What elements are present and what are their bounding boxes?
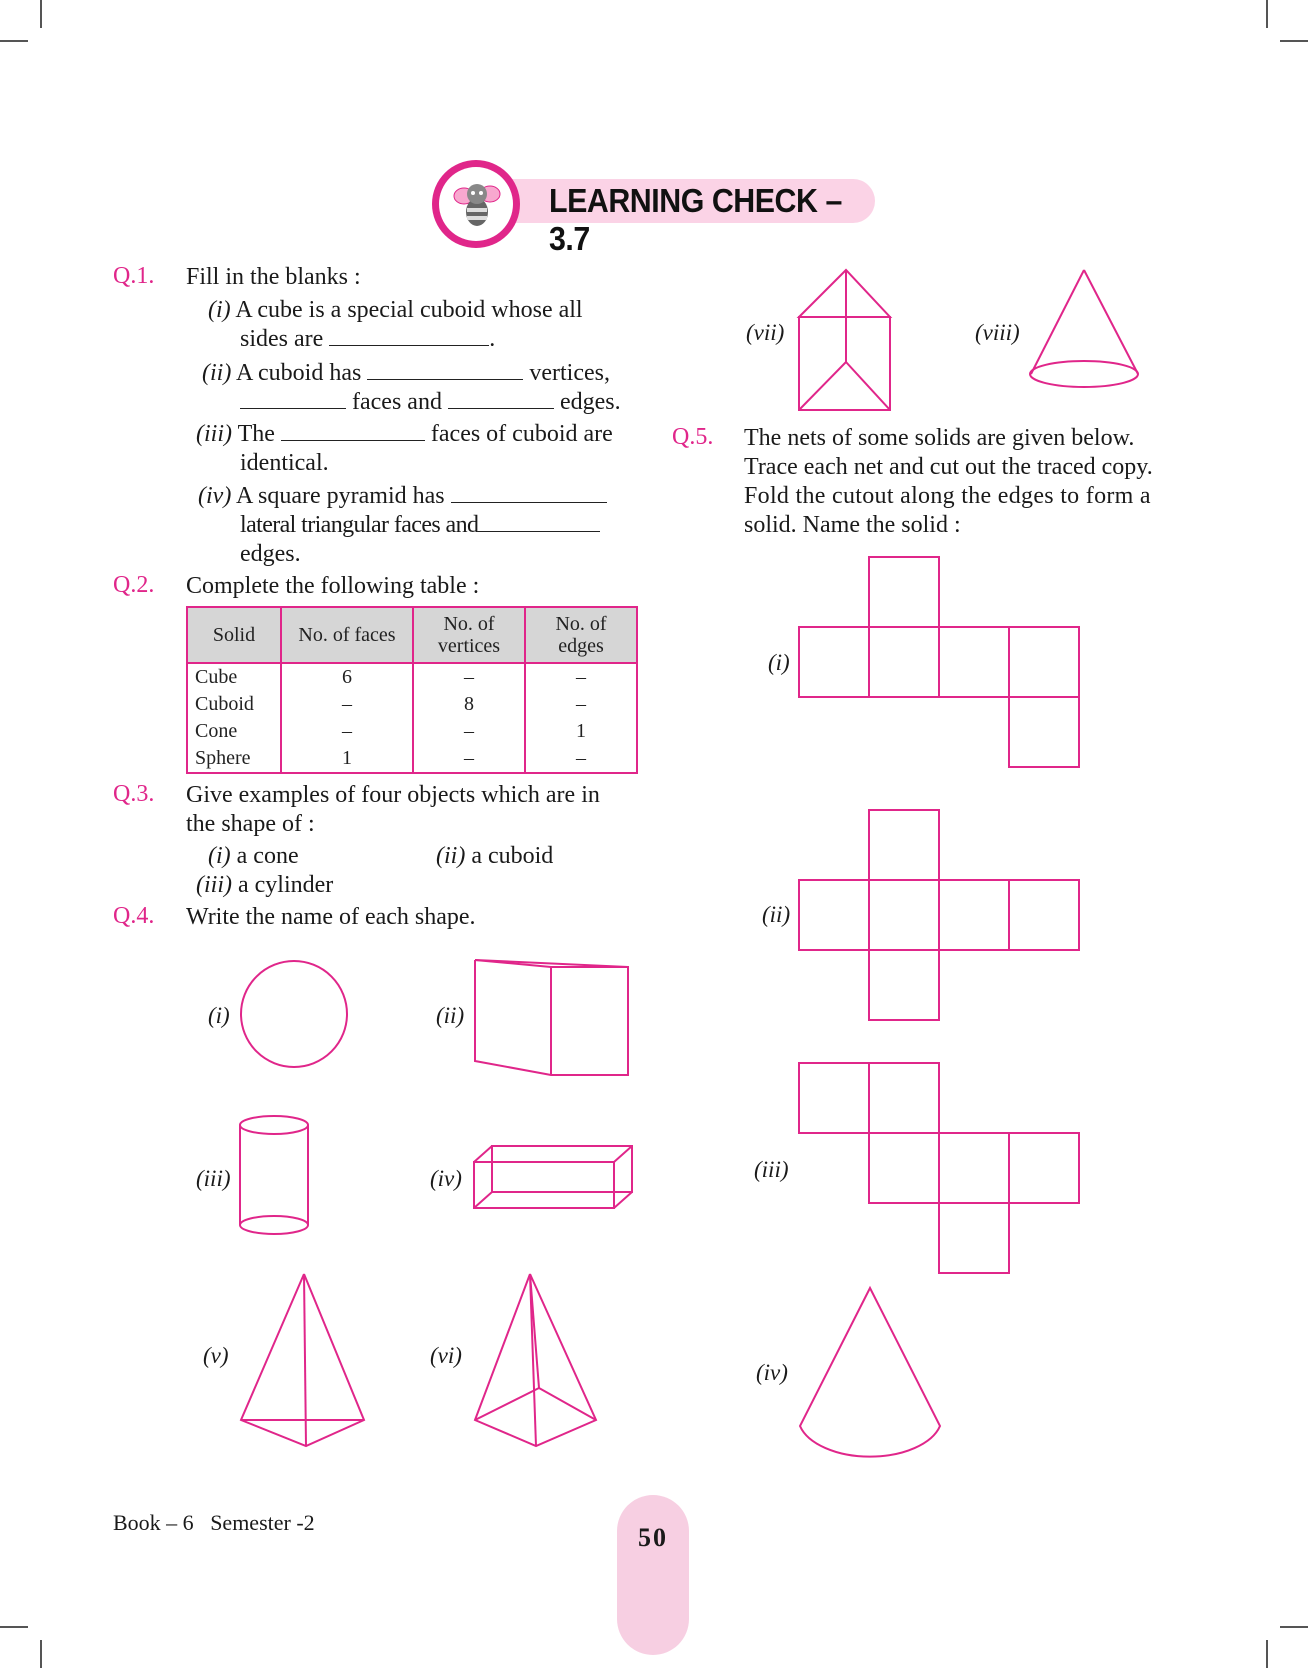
shape-label: (v) — [203, 1343, 229, 1368]
crop-mark — [1266, 0, 1268, 28]
net-label: (iv) — [756, 1360, 788, 1385]
blank-item — [202, 359, 610, 388]
shape-label: (ii) — [436, 1003, 465, 1028]
crop-mark — [0, 1626, 28, 1628]
question-text: Fold the cutout along the edges to form a — [744, 483, 1151, 509]
cube-net-1 — [798, 555, 1083, 770]
table-cell[interactable]: – — [413, 718, 525, 745]
triangular-pyramid-shape — [470, 1270, 600, 1450]
blank-item — [208, 296, 638, 325]
blank-item — [240, 540, 301, 569]
table-cell: Cuboid — [187, 691, 281, 718]
solids-table — [186, 606, 638, 774]
shape-label: (vii) — [746, 320, 785, 345]
cylinder-shape — [238, 1115, 313, 1235]
answer-blank[interactable] — [240, 390, 346, 409]
answer-blank[interactable] — [451, 484, 607, 503]
item-text: edges. — [559, 389, 621, 415]
question-number: Q.2. — [113, 572, 155, 598]
item-text: A cube is a special cuboid whose all — [235, 297, 583, 323]
answer-blank[interactable] — [281, 422, 425, 441]
table-row — [187, 745, 637, 773]
item-text: edges. — [240, 541, 301, 567]
table-cell[interactable]: 1 — [281, 745, 413, 773]
blank-item — [240, 449, 329, 478]
item-number: (ii) — [202, 360, 232, 386]
blank-item — [240, 511, 600, 540]
table-cell[interactable]: – — [413, 663, 525, 691]
question-text: Write the name of each shape. — [186, 904, 476, 930]
sphere-shape — [240, 960, 350, 1070]
item-number: (iii) — [196, 421, 232, 447]
cuboid-shape — [470, 1142, 635, 1212]
net-label: (iii) — [754, 1157, 789, 1182]
question-number: Q.5. — [672, 424, 714, 450]
question-number: Q.1. — [113, 263, 155, 289]
table-cell[interactable]: – — [525, 663, 637, 691]
page-number: 50 — [638, 1523, 668, 1552]
question-text: Fill in the blanks : — [186, 264, 361, 290]
item-text: identical. — [240, 450, 329, 476]
question-number: Q.3. — [113, 781, 155, 807]
question-text: The nets of some solids are given below. — [744, 425, 1135, 451]
shape-label: (i) — [208, 1003, 230, 1028]
item-text: A cuboid has — [236, 360, 362, 386]
shape-label: (iv) — [430, 1166, 462, 1191]
table-header-row — [187, 607, 637, 663]
cone-net — [796, 1285, 946, 1465]
shape-label: (iii) — [196, 1166, 231, 1191]
table-cell[interactable]: – — [525, 691, 637, 718]
table-cell[interactable]: 1 — [525, 718, 637, 745]
triangular-prism-shape — [796, 267, 896, 413]
crop-mark — [1280, 1626, 1308, 1628]
item-text: lateral triangular faces and — [240, 512, 479, 538]
question-text: Trace each net and cut out the traced copy. — [744, 454, 1153, 480]
table-cell[interactable]: 6 — [281, 663, 413, 691]
table-cell[interactable]: 8 — [413, 691, 525, 718]
answer-blank[interactable] — [448, 390, 554, 409]
column-header: Solid — [187, 607, 281, 663]
table-cell: Cone — [187, 718, 281, 745]
cone-shape — [1028, 267, 1143, 392]
table-row — [187, 718, 637, 745]
item-number: (i) — [208, 297, 231, 323]
item-text: faces and — [352, 389, 442, 415]
page-title: LEARNING CHECK – 3.7 — [549, 182, 842, 257]
option-item: (i) a cone — [208, 843, 299, 869]
crop-mark — [40, 1640, 42, 1668]
question-text: Give examples of four objects which are in — [186, 782, 600, 808]
question-number: Q.4. — [113, 903, 155, 929]
option-item: (ii) a cuboid — [436, 843, 554, 869]
bee-mascot-icon — [432, 160, 520, 248]
table-cell[interactable]: – — [525, 745, 637, 773]
table-cell: Cube — [187, 663, 281, 691]
shape-label: (vi) — [430, 1343, 462, 1368]
item-number: (iv) — [198, 483, 232, 509]
shape-label: (viii) — [975, 320, 1020, 345]
cube-net-3 — [798, 1061, 1083, 1276]
item-text: sides are — [240, 326, 324, 352]
footer-book: Book – 6 Semester -2 — [113, 1510, 315, 1535]
page-number-tab — [617, 1495, 689, 1655]
table-cell: Sphere — [187, 745, 281, 773]
table-cell[interactable]: – — [281, 691, 413, 718]
column-header: No. of edges — [525, 607, 637, 663]
net-label: (i) — [768, 650, 790, 675]
column-header: No. of faces — [281, 607, 413, 663]
table-row — [187, 663, 637, 691]
crop-mark — [40, 0, 42, 28]
question-text: Complete the following table : — [186, 573, 480, 599]
item-text: faces of cuboid are — [430, 421, 613, 447]
cube-net-2 — [798, 808, 1083, 1023]
crop-mark — [0, 40, 28, 42]
table-cell[interactable]: – — [281, 718, 413, 745]
item-text: A square pyramid has — [236, 483, 445, 509]
blank-item — [240, 388, 621, 417]
table-row — [187, 691, 637, 718]
answer-blank[interactable] — [367, 361, 523, 380]
table-cell[interactable]: – — [413, 745, 525, 773]
blank-item: sides are . — [240, 326, 496, 352]
question-text: solid. Name the solid : — [744, 512, 961, 538]
crop-mark — [1280, 40, 1308, 42]
crop-mark — [1266, 1640, 1268, 1668]
cube-shape — [470, 955, 630, 1080]
answer-blank[interactable] — [478, 513, 600, 532]
column-header: No. of vertices — [413, 607, 525, 663]
blank-item — [196, 420, 613, 449]
square-pyramid-shape — [238, 1270, 368, 1450]
item-text: vertices, — [529, 360, 610, 386]
answer-blank[interactable] — [329, 327, 489, 346]
blank-item — [198, 482, 607, 511]
section-header — [432, 160, 882, 257]
item-text: The — [237, 421, 275, 447]
net-label: (ii) — [762, 902, 791, 927]
option-item: (iii) a cylinder — [196, 872, 334, 898]
question-text: the shape of : — [186, 811, 315, 837]
